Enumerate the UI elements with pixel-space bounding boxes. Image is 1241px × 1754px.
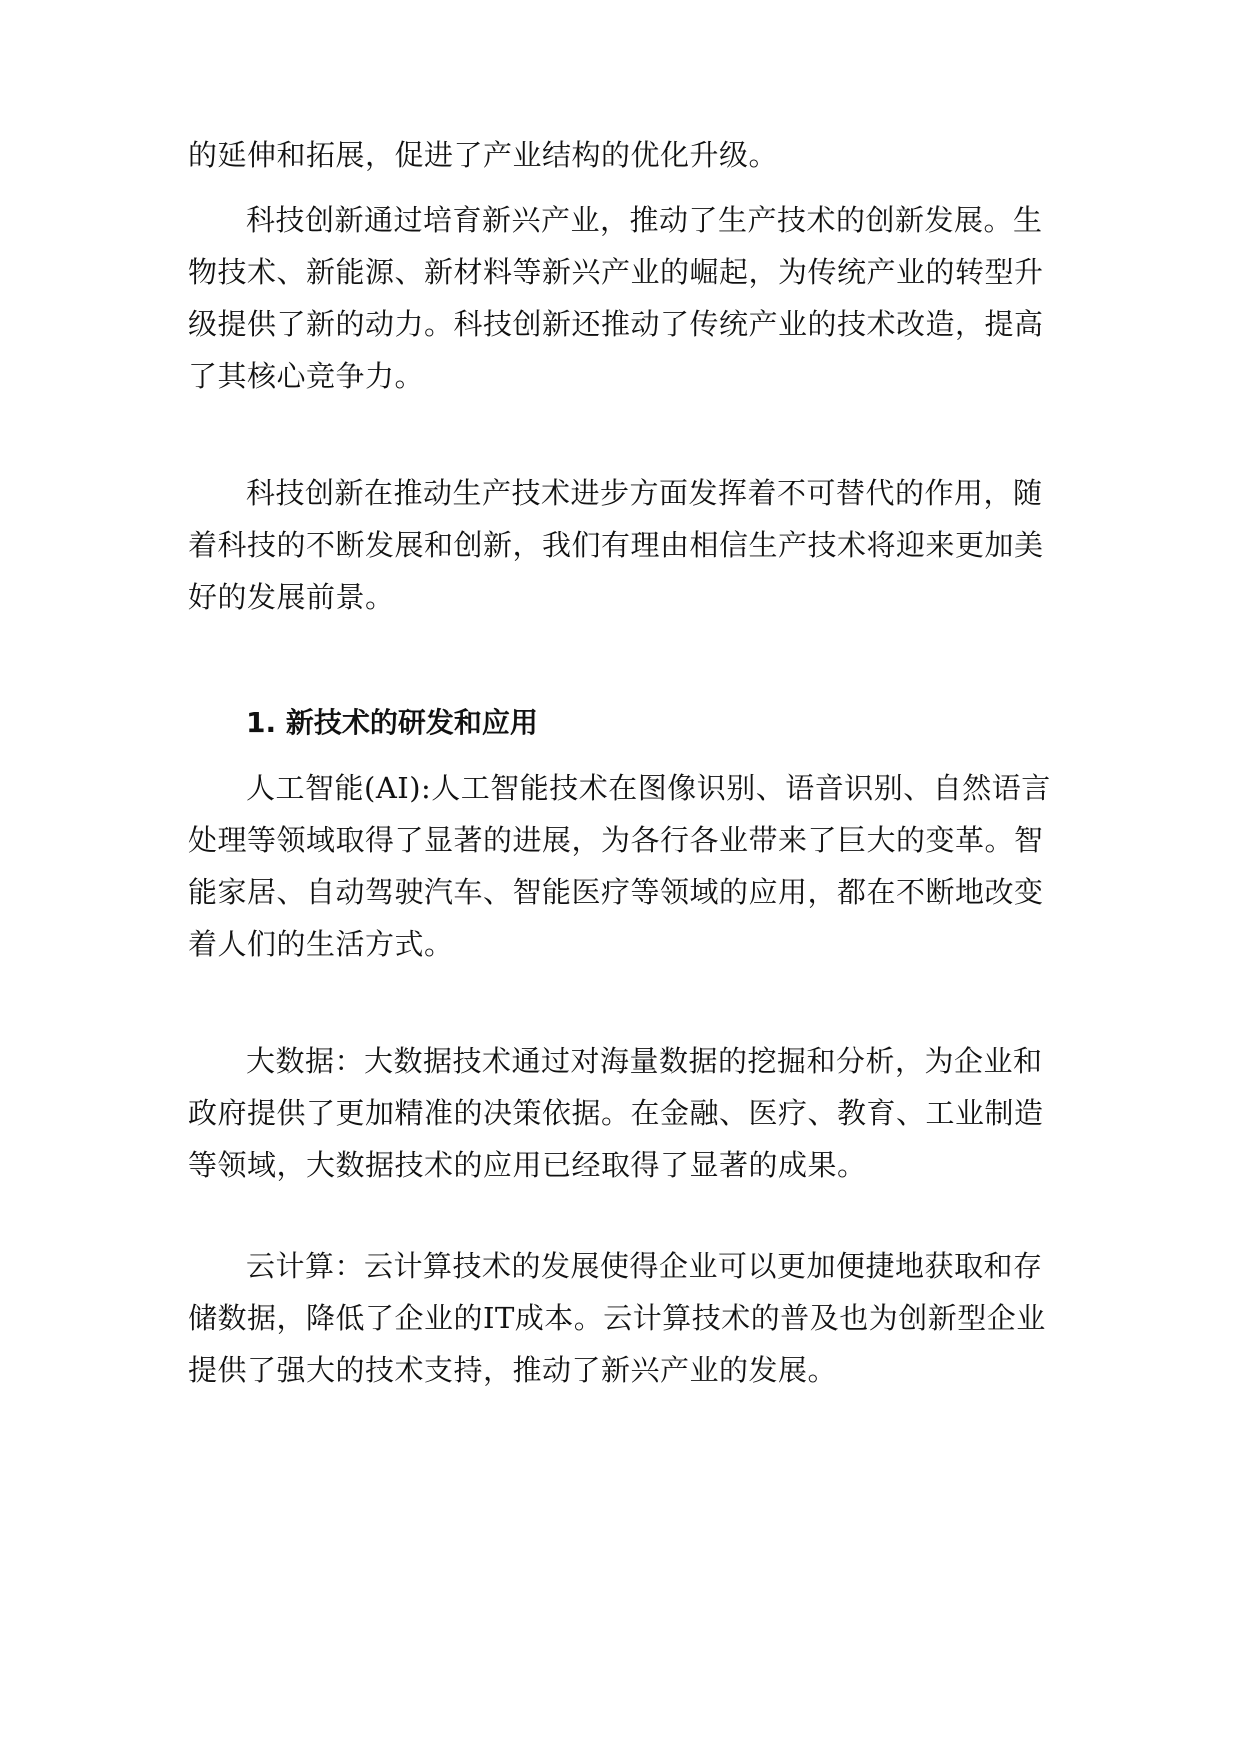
continuation-paragraph: 的延伸和拓展，促进了产业结构的优化升级。 [188,138,779,172]
paragraph-artificial-intelligence: 人工智能(AI):人工智能技术在图像识别、语音识别、自然语言处理等领域取得了显著的进展，为各行各业带来了巨大的变革。智能家居、自动驾驶汽车、智能医疗等领域的应用，都在不断地改变着人们的生活方式。 [188,771,1051,961]
paragraph-cloud-computing: 云计算：云计算技术的发展使得企业可以更加便捷地获取和存储数据，降低了企业的IT成本。云计算技术的普及也为创新型企业提供了强大的技术支持，推动了新兴产业的发展。 [188,1249,1046,1387]
section-heading: 1. 新技术的研发和应用 [246,706,538,739]
paragraph-big-data: 大数据：大数据技术通过对海量数据的挖掘和分析，为企业和政府提供了更加精准的决策依据。在金融、医疗、教育、工业制造等领域，大数据技术的应用已经取得了显著的成果。 [188,1044,1044,1182]
paragraph-technology-progress: 科技创新在推动生产技术进步方面发挥着不可替代的作用，随着科技的不断发展和创新，我们有理由相信生产技术将迎来更加美好的发展前景。 [188,476,1044,614]
paragraph-emerging-industries: 科技创新通过培育新兴产业，推动了生产技术的创新发展。生物技术、新能源、新材料等新兴产业的崛起，为传统产业的转型升级提供了新的动力。科技创新还推动了传统产业的技术改造，提高了其核心竞争力。 [188,203,1044,393]
